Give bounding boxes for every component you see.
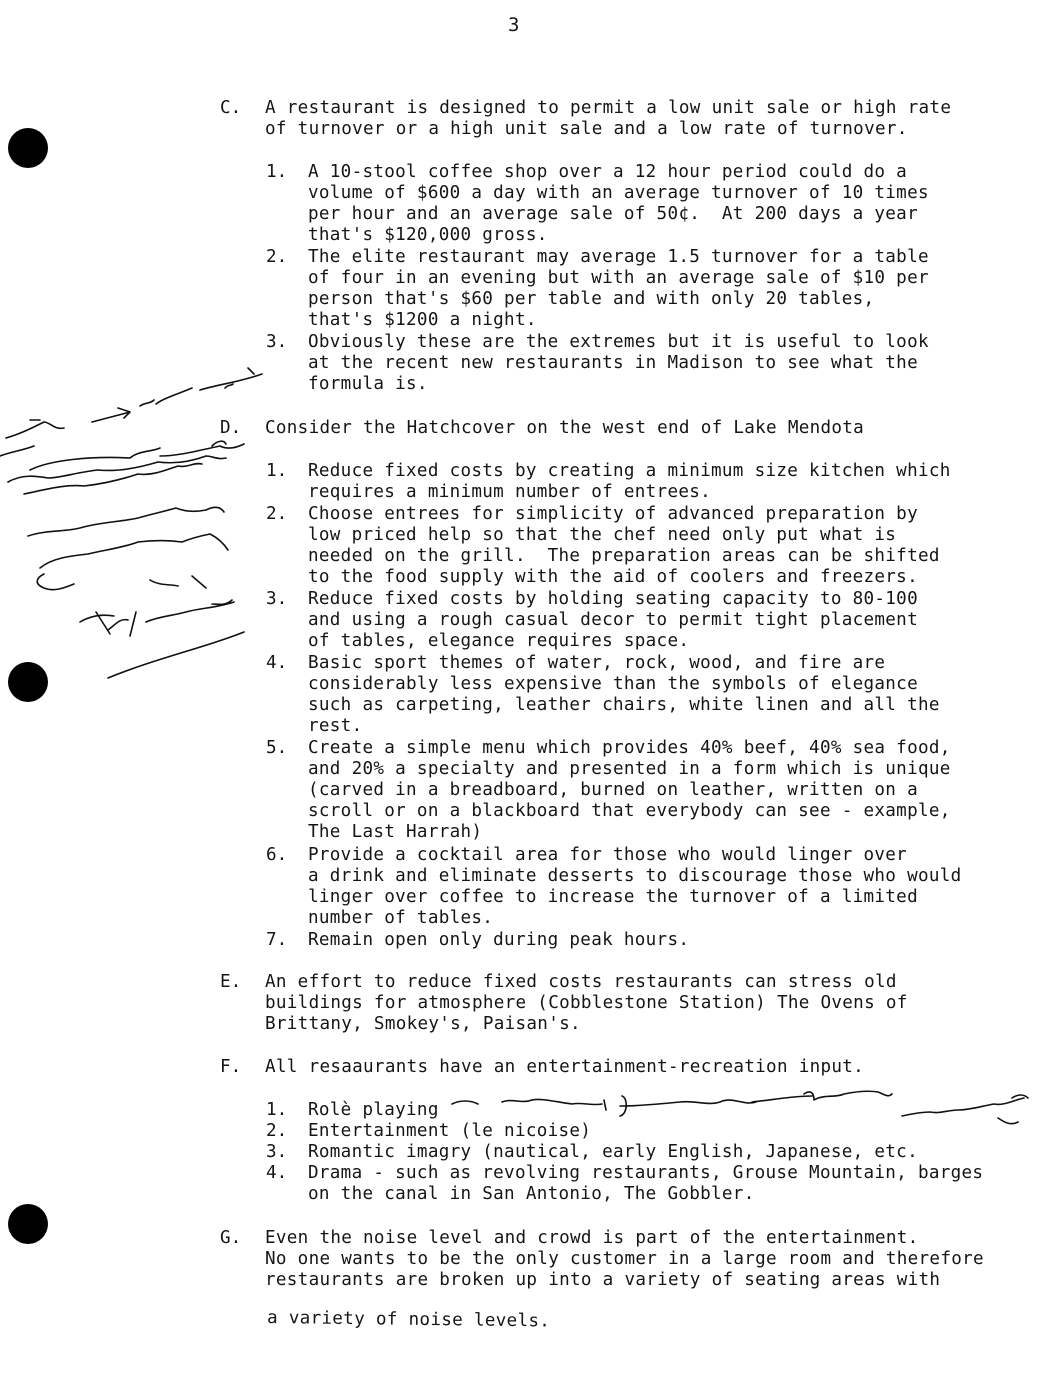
item-f1-number: 1. xyxy=(266,1100,288,1120)
item-d2-line: to the food supply with the aid of coolers and freezers. xyxy=(308,567,918,587)
section-e-text-line: Brittany, Smokey's, Paisan's. xyxy=(265,1014,581,1034)
section-d-label: D. xyxy=(220,418,242,438)
item-c2-line: The elite restaurant may average 1.5 turnover for a table xyxy=(308,247,929,267)
section-c-text-line: A restaurant is designed to permit a low unit sale or high rate xyxy=(265,98,952,118)
item-d2-line: needed on the grill. The preparation areas can be shifted xyxy=(308,546,940,566)
item-d5-line: scroll or on a blackboard that everybody can see - example, xyxy=(308,801,951,821)
item-d6-line: a drink and eliminate desserts to discourage those who would xyxy=(308,866,962,886)
section-g-text-line: Even the noise level and crowd is part of the entertainment. xyxy=(265,1228,919,1248)
item-f3-number: 3. xyxy=(266,1142,288,1162)
section-e-label: E. xyxy=(220,972,242,992)
section-e-text-line: buildings for atmosphere (Cobblestone Station) The Ovens of xyxy=(265,993,908,1013)
item-d5-line: The Last Harrah) xyxy=(308,822,483,842)
item-d1-line: Reduce fixed costs by creating a minimum size kitchen which xyxy=(308,461,951,481)
section-e-text-line: An effort to reduce fixed costs restaurants can stress old xyxy=(265,972,897,992)
item-c2-line: person that's $60 per table and with only 20 tables, xyxy=(308,289,875,309)
item-d6-line: linger over coffee to increase the turnover of a limited xyxy=(308,887,918,907)
item-d5-line: Create a simple menu which provides 40% beef, 40% sea food, xyxy=(308,738,951,758)
item-f4-line: on the canal in San Antonio, The Gobbler. xyxy=(308,1184,755,1204)
section-g-text-line: No one wants to be the only customer in a large room and therefore xyxy=(265,1249,984,1269)
item-d2-line: Choose entrees for simplicity of advanced preparation by xyxy=(308,504,918,524)
section-c-label: C. xyxy=(220,98,242,118)
item-f4-number: 4. xyxy=(266,1163,288,1183)
item-c1-line: per hour and an average sale of 50¢. At 200 days a year xyxy=(308,204,918,224)
item-c3-line: at the recent new restaurants in Madison to see what the xyxy=(308,353,918,373)
item-d7-line: Remain open only during peak hours. xyxy=(308,930,690,950)
item-d1-line: requires a minimum number of entrees. xyxy=(308,482,712,502)
item-c3-line: Obviously these are the extremes but it is useful to look xyxy=(308,332,929,352)
item-d3-number: 3. xyxy=(266,589,288,609)
item-c2-line: that's $1200 a night. xyxy=(308,310,537,330)
item-c3-line: formula is. xyxy=(308,374,428,394)
item-d4-number: 4. xyxy=(266,653,288,673)
item-d5-line: (carved in a breadboard, burned on leather, written on a xyxy=(308,780,918,800)
section-f-text-line: All resaaurants have an entertainment-recreation input. xyxy=(265,1057,865,1077)
item-f3-line: Romantic imagry (nautical, early English, Japanese, etc. xyxy=(308,1142,918,1162)
item-d5-number: 5. xyxy=(266,738,288,758)
item-d6-number: 6. xyxy=(266,845,288,865)
item-d3-line: and using a rough casual decor to permit tight placement xyxy=(308,610,918,630)
trailing-line: a variety of noise levels. xyxy=(266,1308,551,1332)
item-f4-line: Drama - such as revolving restaurants, Grouse Mountain, barges xyxy=(308,1163,984,1183)
item-c2-line: of four in an evening but with an average sale of $10 per xyxy=(308,268,929,288)
section-g-text-line: restaurants are broken up into a variety of seating areas with xyxy=(265,1270,941,1290)
item-d3-line: Reduce fixed costs by holding seating capacity to 80-100 xyxy=(308,589,918,609)
item-d6-line: number of tables. xyxy=(308,908,494,928)
item-c1-line: that's $120,000 gross. xyxy=(308,225,548,245)
item-d3-line: of tables, elegance requires space. xyxy=(308,631,690,651)
item-d2-line: low priced help so that the chef need only put what is xyxy=(308,525,897,545)
section-c-text-line: of turnover or a high unit sale and a low rate of turnover. xyxy=(265,119,908,139)
item-f2-line: Entertainment (le nicoise) xyxy=(308,1121,592,1141)
item-d4-line: such as carpeting, leather chairs, white linen and all the xyxy=(308,695,940,715)
item-d5-line: and 20% a specialty and presented in a form which is unique xyxy=(308,759,951,779)
section-d-text-line: Consider the Hatchcover on the west end of Lake Mendota xyxy=(265,418,865,438)
item-c3-number: 3. xyxy=(266,332,288,352)
item-d1-number: 1. xyxy=(266,461,288,481)
item-c1-number: 1. xyxy=(266,162,288,182)
item-d7-number: 7. xyxy=(266,930,288,950)
page-number: 3 xyxy=(508,14,520,36)
section-g-label: G. xyxy=(220,1228,242,1248)
item-f2-number: 2. xyxy=(266,1121,288,1141)
item-c2-number: 2. xyxy=(266,247,288,267)
item-c1-line: A 10-stool coffee shop over a 12 hour period could do a xyxy=(308,162,908,182)
item-d4-line: Basic sport themes of water, rock, wood, and fire are xyxy=(308,653,886,673)
punch-hole-bottom xyxy=(8,1204,48,1244)
item-f1-line: Rolè playing xyxy=(308,1100,439,1120)
item-d6-line: Provide a cocktail area for those who would linger over xyxy=(308,845,908,865)
punch-hole-top xyxy=(8,128,48,168)
item-d2-number: 2. xyxy=(266,504,288,524)
section-f-label: F. xyxy=(220,1057,242,1077)
item-d4-line: rest. xyxy=(308,716,363,736)
item-c1-line: volume of $600 a day with an average turnover of 10 times xyxy=(308,183,929,203)
item-d4-line: considerably less expensive than the symbols of elegance xyxy=(308,674,918,694)
handwritten-margin-notes xyxy=(0,360,290,690)
